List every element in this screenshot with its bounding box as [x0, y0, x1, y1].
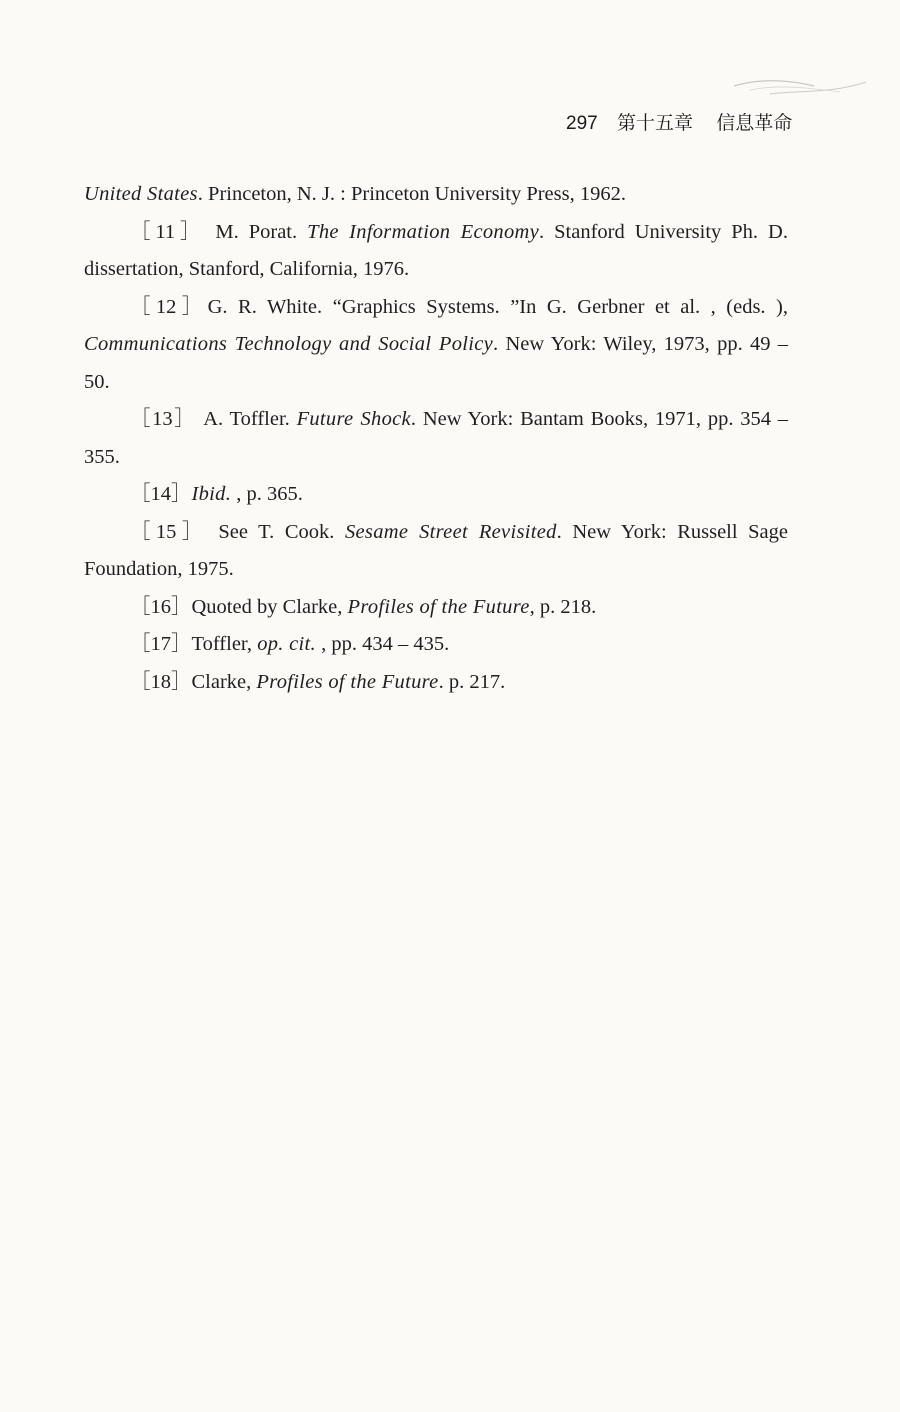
reference-text: . p. 217. — [438, 670, 506, 693]
reference-list — [84, 176, 788, 701]
reference-17 — [84, 626, 788, 664]
chapter-title: 信息革命 — [716, 113, 793, 134]
reference-title-italic: Profiles of the Future — [256, 670, 439, 693]
reference-text: ［14］ — [130, 483, 192, 505]
reference-text: . Princeton, N. J. : Princeton University Press, 1962. — [197, 183, 626, 205]
reference-12 — [84, 289, 788, 402]
reference-title-italic: Future Shock — [296, 408, 411, 430]
reference-text: , p. 365. — [231, 483, 303, 505]
reference-text: ［13］ A. Toffler. — [130, 408, 297, 430]
reference-text: . New York: Bantam Books, 1971, pp. 354 – 355. — [84, 408, 788, 468]
reference-15 — [84, 514, 788, 589]
reference-text: ［15］ See T. Cook. — [130, 520, 345, 543]
reference-title-italic: Communications Technology and Social Policy — [84, 333, 494, 355]
reference-text: . New York: Russell Sage Foundation, 1975. — [84, 520, 788, 580]
page-number: 297 — [566, 113, 598, 134]
reference-text: , p. 218. — [529, 595, 597, 618]
reference-title-italic: The Information Economy — [307, 220, 539, 243]
reference-title-italic: Ibid. — [191, 483, 232, 505]
reference-text: ［18］Clarke, — [130, 670, 257, 693]
reference-title-italic: Sesame Street Revisited — [344, 520, 557, 543]
reference-text: ［11］ M. Porat. — [130, 220, 308, 243]
reference-16 — [84, 589, 788, 627]
reference-text: . Stanford University Ph. D. dissertation, Stanford, California, 1976. — [84, 220, 788, 280]
reference-text: ［17］Toffler, — [130, 633, 258, 655]
reference-text: ［16］Quoted by Clarke, — [130, 595, 348, 618]
reference-text: , pp. 434 – 435. — [315, 633, 450, 655]
reference-continuation — [84, 176, 788, 214]
reference-text: ［12］G. R. White. “Graphics Systems. ”In G. Gerbner et al. , (eds. ), — [130, 295, 788, 318]
reference-18 — [84, 664, 788, 702]
reference-11 — [84, 214, 788, 289]
chapter-number: 第十五章 — [616, 113, 693, 134]
reference-title-italic: Profiles of the Future — [347, 595, 530, 618]
reference-title-italic: op. cit. — [257, 633, 316, 655]
reference-text: . New York: Wiley, 1973, pp. 49 – 50. — [84, 333, 788, 393]
page-corner-smudge — [730, 72, 870, 112]
reference-14 — [84, 476, 788, 514]
reference-13 — [84, 401, 788, 476]
reference-title-italic: United States — [84, 183, 198, 205]
running-header — [566, 108, 792, 135]
